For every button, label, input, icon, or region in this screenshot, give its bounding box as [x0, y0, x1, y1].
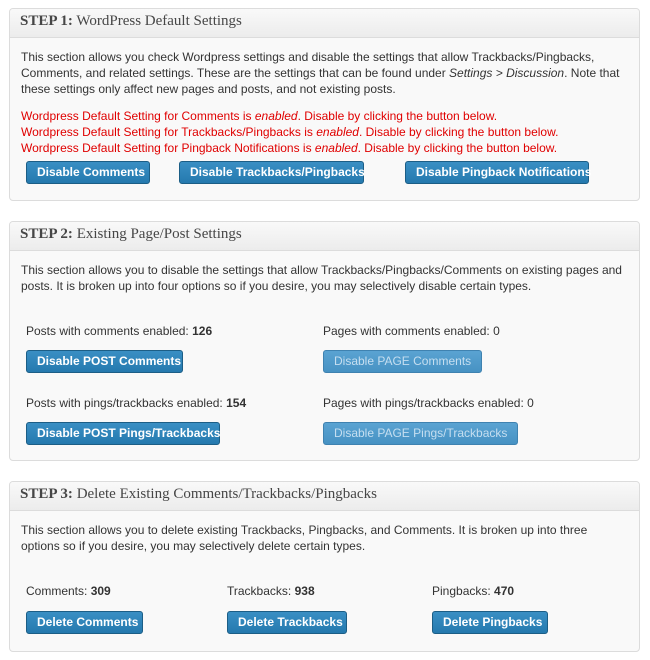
warning-trackbacks: Wordpress Default Setting for Trackbacks/Pingbacks is enabled. Disable by clicking the button below. [21, 125, 559, 139]
pages-comments-count: 0 [493, 324, 500, 338]
step1-title: WordPress Default Settings [76, 13, 242, 29]
disable-post-comments-button[interactable]: Disable POST Comments [26, 350, 183, 373]
step1-panel [9, 8, 640, 201]
step3-description: This section allows you to delete existing Trackbacks, Pingbacks, and Comments. It is broken up into three options so if you desire, you may selectively delete certain types. [21, 523, 588, 553]
comments-count: 309 [90, 584, 111, 598]
step3-title: Delete Existing Comments/Trackbacks/Pingbacks [76, 486, 377, 502]
step2-panel [9, 221, 640, 461]
disable-page-comments-button[interactable]: Disable PAGE Comments [323, 350, 482, 373]
pingbacks-count: 470 [494, 584, 515, 598]
comments-total: Comments: 309 [26, 584, 111, 598]
delete-comments-button[interactable]: Delete Comments [26, 611, 143, 634]
step2-title: Existing Page/Post Settings [76, 226, 242, 242]
step1-description: This section allows you check Wordpress settings and disable the settings that allow Trackbacks/Pingbacks, Comments, and related settings. These are the settings that can be found under Settings > Discussion. Note that these settings only affect new pages and posts, and not existing posts. [21, 50, 620, 96]
pages-comments-enabled: Pages with comments enabled: 0 [323, 324, 500, 338]
step2-description: This section allows you to disable the settings that allow Trackbacks/Pingbacks/Comments on existing pages and posts. It is broken up into four options so if you desire, you may selectively disable certain types. [21, 263, 622, 293]
step1-step-label: STEP 1: [20, 13, 73, 29]
step2-step-label: STEP 2: [20, 226, 73, 242]
disable-post-pings-button[interactable]: Disable POST Pings/Trackbacks [26, 422, 220, 445]
pages-pings-enabled: Pages with pings/trackbacks enabled: 0 [323, 396, 534, 410]
warning-comments: Wordpress Default Setting for Comments is enabled. Disable by clicking the button below. [21, 109, 498, 123]
disable-trackbacks-pingbacks-button[interactable]: Disable Trackbacks/Pingbacks [179, 161, 364, 184]
posts-pings-count: 154 [226, 396, 247, 410]
disable-comments-button[interactable]: Disable Comments [26, 161, 150, 184]
delete-trackbacks-button[interactable]: Delete Trackbacks [227, 611, 347, 634]
disable-pingback-notifications-button[interactable]: Disable Pingback Notifications [405, 161, 589, 184]
step3-step-label: STEP 3: [20, 486, 73, 502]
pages-pings-count: 0 [527, 396, 534, 410]
trackbacks-count: 938 [294, 584, 315, 598]
posts-comments-enabled: Posts with comments enabled: 126 [26, 324, 213, 338]
warning-pingback-notifications: Wordpress Default Setting for Pingback Notifications is enabled. Disable by clicking the button below. [21, 141, 558, 155]
step1-header [10, 9, 639, 38]
settings-discussion-path: Settings > Discussion [449, 66, 565, 80]
trackbacks-total: Trackbacks: 938 [227, 584, 315, 598]
posts-pings-enabled: Posts with pings/trackbacks enabled: 154 [26, 396, 247, 410]
pingbacks-total: Pingbacks: 470 [432, 584, 515, 598]
posts-comments-count: 126 [192, 324, 213, 338]
delete-pingbacks-button[interactable]: Delete Pingbacks [432, 611, 548, 634]
disable-page-pings-button[interactable]: Disable PAGE Pings/Trackbacks [323, 422, 518, 445]
step3-header [10, 482, 639, 511]
step3-panel [9, 481, 640, 652]
step2-header [10, 222, 639, 251]
